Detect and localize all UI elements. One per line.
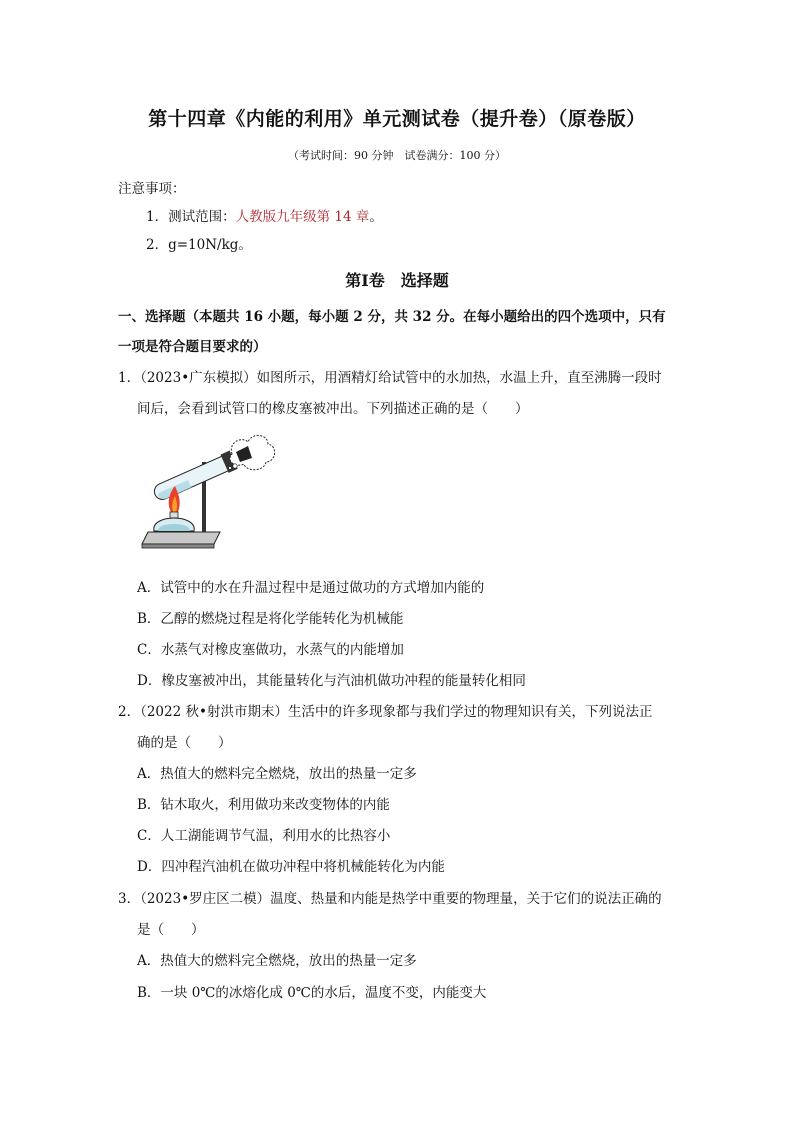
notes-heading: 注意事项： (118, 181, 186, 197)
question-2-stem-line-2: 确的是（ ） (137, 735, 232, 751)
question-3-option-b: B．一块 0℃的冰熔化成 0℃的水后，温度不变，内能变大 (137, 985, 487, 1001)
note-item-1-suffix: 。 (369, 209, 383, 225)
question-3-option-a: A．热值大的燃料完全燃烧，放出的热量一定多 (137, 953, 417, 969)
question-1-stem-line-2: 间后，会看到试管口的橡皮塞被冲出。下列描述正确的是（ ） (137, 401, 529, 417)
question-1-option-a: A．试管中的水在升温过程中是通过做功的方式增加内能的 (137, 580, 485, 596)
test-range: 人教版九年级第 14 章 (235, 209, 370, 225)
section-title: 第Ⅰ卷 选择题 (345, 271, 449, 290)
section-instruction-line-2: 一项是符合题目要求的） (118, 339, 267, 355)
alcohol-lamp-test-tube-figure (138, 432, 278, 554)
question-2-option-a: A．热值大的燃料完全燃烧，放出的热量一定多 (137, 766, 417, 782)
question-3-stem-line-2: 是（ ） (137, 922, 205, 938)
note-item-1 (146, 205, 383, 225)
page-title: 第十四章《内能的利用》单元测试卷（提升卷）（原卷版） (148, 108, 646, 130)
question-2-option-b: B．钻木取火，利用做功来改变物体的内能 (137, 797, 390, 813)
question-3-stem-line-1: 3．（2023•罗庄区二模）温度、热量和内能是热学中重要的物理量，关于它们的说法正确的 (118, 891, 662, 907)
question-1-option-b: B．乙醇的燃烧过程是将化学能转化为机械能 (137, 611, 404, 627)
section-instruction-line-1: 一、选择题（本题共 16 小题，每小题 2 分，共 32 分。在每小题给出的四个选项中，只有 (118, 309, 666, 325)
question-1-stem-line-1: 1．（2023•广东模拟）如图所示，用酒精灯给试管中的水加热，水温上升，直至沸腾一段时 (118, 370, 662, 386)
question-1-option-c: C．水蒸气对橡皮塞做功，水蒸气的内能增加 (137, 642, 404, 658)
question-1-option-d: D．橡皮塞被冲出，其能量转化与汽油机做功冲程的能量转化相同 (137, 673, 526, 689)
note-item-1-prefix: 1．测试范围： (146, 209, 236, 225)
question-2-stem-line-1: 2．（2022 秋•射洪市期末）生活中的许多现象都与我们学过的物理知识有关，下列说法正 (118, 704, 653, 720)
note-item-2: 2．g=10N/kg。 (146, 237, 252, 253)
exam-info: （考试时间：90 分钟 试卷满分：100 分） (288, 149, 506, 162)
question-2-option-d: D．四冲程汽油机在做功冲程中将机械能转化为内能 (137, 859, 445, 875)
question-2-option-c: C．人工湖能调节气温，利用水的比热容小 (137, 828, 391, 844)
